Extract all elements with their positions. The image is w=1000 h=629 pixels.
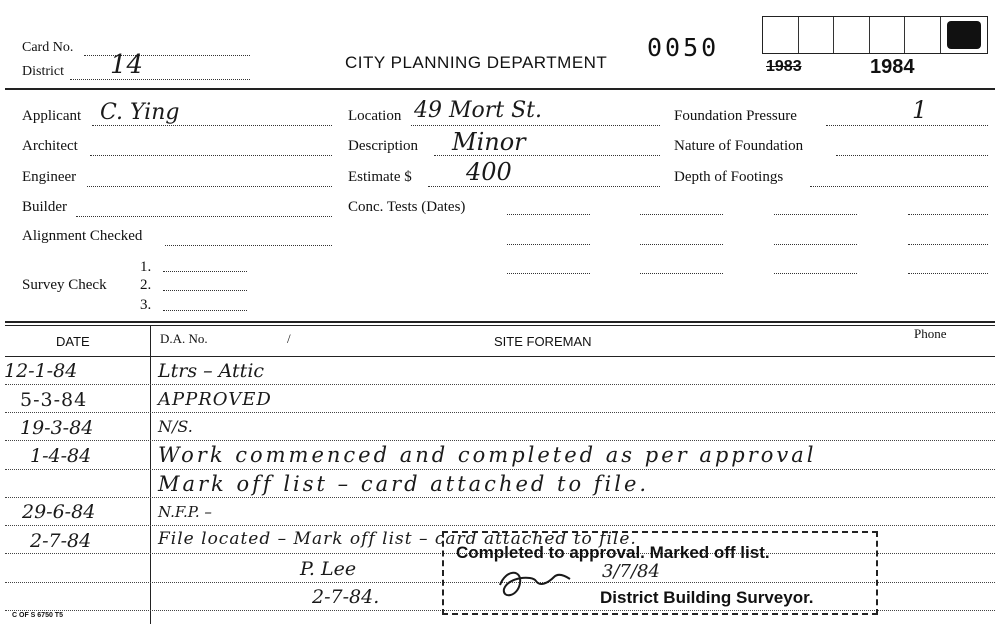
applicant-label: Applicant	[22, 108, 82, 124]
estimate-value: 400	[466, 158, 512, 186]
year-struck: 1983	[766, 58, 802, 75]
stamp-date: 3/7/84	[602, 561, 660, 582]
description-label: Description	[348, 138, 418, 154]
stamp-signature	[492, 563, 582, 607]
log-entry: Mark off list – card attached to file.	[158, 472, 650, 496]
site-foreman-header: SITE FOREMAN	[494, 334, 592, 349]
stamp-title: District Building Surveyor.	[600, 588, 814, 607]
alignment-label: Alignment Checked	[22, 228, 143, 244]
log-signature: P. Lee	[300, 558, 357, 580]
date-column-divider	[150, 326, 151, 624]
estimate-label: Estimate $	[348, 169, 412, 185]
card-no-line	[84, 55, 250, 56]
header-divider	[5, 88, 995, 90]
page-title: CITY PLANNING DEPARTMENT	[345, 53, 608, 72]
log-date: 5-3-84	[20, 389, 88, 411]
architect-label: Architect	[22, 138, 78, 154]
district-label: District	[22, 64, 64, 79]
log-date: 12-1-84	[4, 360, 78, 382]
depth-of-footings-label: Depth of Footings	[674, 169, 784, 185]
engineer-label: Engineer	[22, 169, 77, 185]
log-top-rule	[5, 321, 995, 323]
foundation-pressure-label: Foundation Pressure	[674, 108, 797, 124]
card-no-label: Card No.	[22, 40, 74, 55]
da-no-header: D.A. No.	[160, 331, 208, 346]
card-number: 0050	[647, 33, 720, 62]
description-value: Minor	[452, 128, 526, 156]
log-date: 19-3-84	[20, 417, 94, 439]
survey-check-label: Survey Check	[22, 277, 107, 293]
applicant-value: C. Ying	[100, 100, 180, 125]
nature-of-foundation-label: Nature of Foundation	[674, 138, 804, 154]
log-date: 1-4-84	[30, 445, 92, 467]
year: 1984	[870, 56, 915, 78]
building-record-card: Card No. District 14 CITY PLANNING DEPARTMENT 0050 1983 1984 Applicant C. Ying Architect Engineer Builder Alignment Checked Survey Check 1. 2. 3. Location 49 Mort St. Description Minor Estimate $ 400 Conc. Tests (Dates) Foundation Pressure 1 Nature of Foundation Depth of Footings DATE D.A. No. / SITE FOREMAN Phone 12-1-84 Ltrs – Attic 5-3-84 APPROVED 19-3-84 N/S. 1-4-84 Work commenced and completed as per approval Mark off list – card attached to file. 29-6-84 N.F.P. – 2-7-84 File located – Mark off list – card attached to file. P. Lee 2-7-84. Completed to approval. Marked off list. 3/7/84 District Building Surveyor. C OF S 6750 T5	[0, 0, 1000, 629]
district-line	[70, 79, 250, 80]
stamp-text: Completed to approval. Marked off list.	[456, 543, 770, 562]
redacted-block	[947, 21, 982, 49]
log-entry: APPROVED	[158, 389, 272, 410]
location-value: 49 Mort St.	[414, 98, 543, 123]
conc-tests-label: Conc. Tests (Dates)	[348, 199, 466, 215]
foundation-pressure-value: 1	[912, 96, 928, 124]
log-entry: 2-7-84.	[312, 586, 380, 608]
log-entry: N/S.	[158, 417, 193, 436]
timestamp-grid	[762, 16, 988, 54]
form-code: C OF S 6750 T5	[12, 612, 63, 619]
log-date: 29-6-84	[22, 501, 96, 523]
log-entry: N.F.P. –	[158, 503, 212, 521]
log-entry: Work commenced and completed as per approval	[158, 443, 817, 467]
builder-label: Builder	[22, 199, 67, 215]
district-value: 14	[110, 50, 144, 80]
log-date: 2-7-84	[30, 530, 92, 552]
date-column-header: DATE	[56, 334, 90, 349]
log-entry: Ltrs – Attic	[158, 360, 265, 382]
location-label: Location	[348, 108, 402, 124]
phone-header: Phone	[914, 326, 947, 341]
approval-stamp	[442, 531, 878, 615]
log-entry: File located – Mark off list – card attached to file.	[158, 529, 637, 549]
